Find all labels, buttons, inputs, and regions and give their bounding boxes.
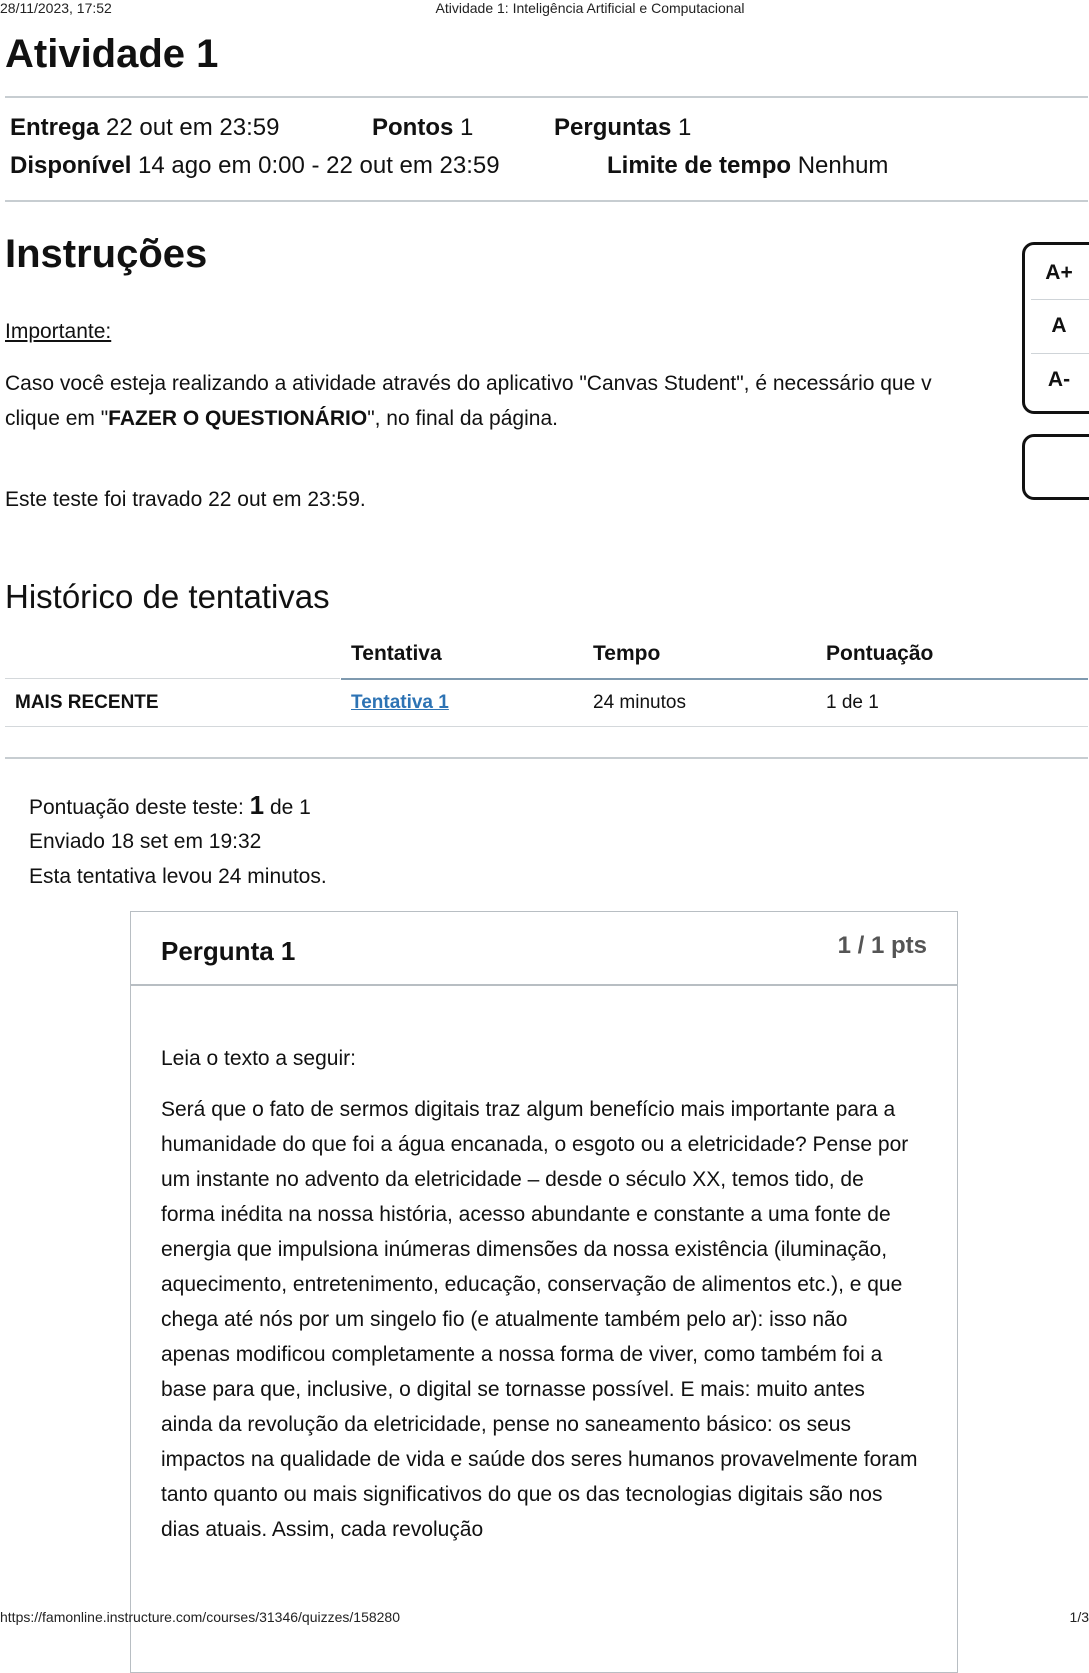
attempt-link[interactable]: Tentativa 1 bbox=[351, 692, 449, 713]
meta-time-limit bbox=[607, 152, 888, 180]
instructions-line-2-before: clique em " bbox=[5, 407, 109, 430]
meta-points bbox=[372, 114, 473, 142]
instructions-line-2-after: ", no final da página. bbox=[367, 407, 558, 430]
instructions-line-2-bold: FAZER O QUESTIONÁRIO bbox=[108, 407, 368, 430]
divider bbox=[1031, 353, 1089, 354]
history-row-score: 1 de 1 bbox=[826, 692, 879, 713]
history-col-time: Tempo bbox=[593, 642, 661, 665]
font-size-panel bbox=[1022, 242, 1089, 414]
meta-points-value: 1 bbox=[460, 114, 474, 141]
question-header bbox=[131, 912, 957, 986]
score-prefix: Pontuação deste teste: bbox=[29, 796, 244, 819]
divider bbox=[5, 200, 1088, 202]
divider bbox=[5, 96, 1088, 98]
question-intro: Leia o texto a seguir: bbox=[161, 1047, 356, 1070]
meta-available-label: Disponível bbox=[10, 152, 132, 179]
font-reset-button[interactable]: A bbox=[1051, 314, 1067, 337]
history-col-attempt: Tentativa bbox=[351, 642, 442, 665]
divider bbox=[1031, 299, 1089, 300]
duration-text: Esta tentativa levou 24 minutos. bbox=[29, 865, 327, 888]
meta-due-label: Entrega bbox=[10, 114, 100, 141]
print-header bbox=[0, 0, 1089, 16]
accessibility-toggle-button[interactable] bbox=[1022, 434, 1089, 500]
instructions-line-1: Caso você esteja realizando a atividade através do aplicativo "Canvas Student", é necessário que v bbox=[5, 372, 932, 395]
history-row-label: MAIS RECENTE bbox=[15, 692, 159, 713]
instructions-heading: Instruções bbox=[5, 232, 208, 276]
meta-questions-value: 1 bbox=[678, 114, 692, 141]
meta-available bbox=[10, 152, 500, 180]
divider bbox=[5, 757, 1088, 759]
meta-questions bbox=[554, 114, 691, 142]
meta-due-value: 22 out em 23:59 bbox=[106, 114, 280, 141]
meta-questions-label: Perguntas bbox=[554, 114, 672, 141]
score-summary bbox=[29, 790, 311, 821]
meta-available-value: 14 ago em 0:00 - 22 out em 23:59 bbox=[138, 152, 500, 179]
important-label: Importante: bbox=[5, 320, 112, 343]
font-decrease-button[interactable]: A- bbox=[1047, 368, 1071, 391]
submitted-text: Enviado 18 set em 19:32 bbox=[29, 830, 262, 853]
history-heading: Histórico de tentativas bbox=[5, 578, 330, 615]
meta-time-limit-label: Limite de tempo bbox=[607, 152, 792, 179]
question-title: Pergunta 1 bbox=[161, 936, 296, 966]
score-value: 1 bbox=[249, 790, 265, 820]
question-points: 1 / 1 pts bbox=[837, 932, 927, 959]
print-footer bbox=[0, 1609, 1089, 1627]
divider bbox=[5, 726, 1088, 727]
table-header-divider bbox=[5, 678, 340, 679]
meta-time-limit-value: Nenhum bbox=[797, 152, 889, 179]
print-document-title: Atividade 1: Inteligência Artificial e Computacional bbox=[435, 0, 745, 16]
history-row-time: 24 minutos bbox=[593, 692, 686, 713]
question-card bbox=[130, 911, 958, 1673]
print-page-number: 1/3 bbox=[1069, 1609, 1089, 1625]
locked-notice: Este teste foi travado 22 out em 23:59. bbox=[5, 488, 366, 511]
instructions-line-2 bbox=[5, 401, 558, 436]
question-text: Será que o fato de sermos digitais traz algum benefício mais importante para a humanidade do que foi a água encanada, o esgoto ou a eletricidade? Pense por um instante no advento da eletricidade – desde o século XX, temos tido, de forma inédita na nossa história, acesso abundante e constante a uma fonte de energia que impulsiona inúmeras dimensões da nossa existência (iluminação, aquecimento, entretenimento, educação, conservação de alimentos etc.), e que chega até nós por um singelo fio (e atualmente também pelo ar): isso não apenas modificou completamente a nossa forma de viver, como também foi a base para que, inclusive, o digital se tornasse possível. E mais: muito antes ainda da revolução da eletricidade, pense no saneamento básico: os seus impactos na qualidade de vida e saúde dos seres humanos provavelmente foram tanto quanto ou mais significativos do que os das tecnologias digitais são nos dias atuais. Assim, cada revolução bbox=[161, 1098, 918, 1541]
page-title: Atividade 1 bbox=[5, 32, 219, 76]
table-header-divider bbox=[341, 678, 1088, 680]
meta-due bbox=[10, 114, 280, 142]
score-suffix: de 1 bbox=[269, 796, 311, 819]
meta-points-label: Pontos bbox=[372, 114, 454, 141]
print-url: https://famonline.instructure.com/courses/31346/quizzes/158280 bbox=[0, 1609, 401, 1625]
font-increase-button[interactable]: A+ bbox=[1045, 261, 1073, 284]
history-row-attempt-link[interactable] bbox=[351, 692, 449, 714]
history-col-score: Pontuação bbox=[826, 642, 934, 665]
print-datetime: 28/11/2023, 17:52 bbox=[0, 0, 112, 16]
